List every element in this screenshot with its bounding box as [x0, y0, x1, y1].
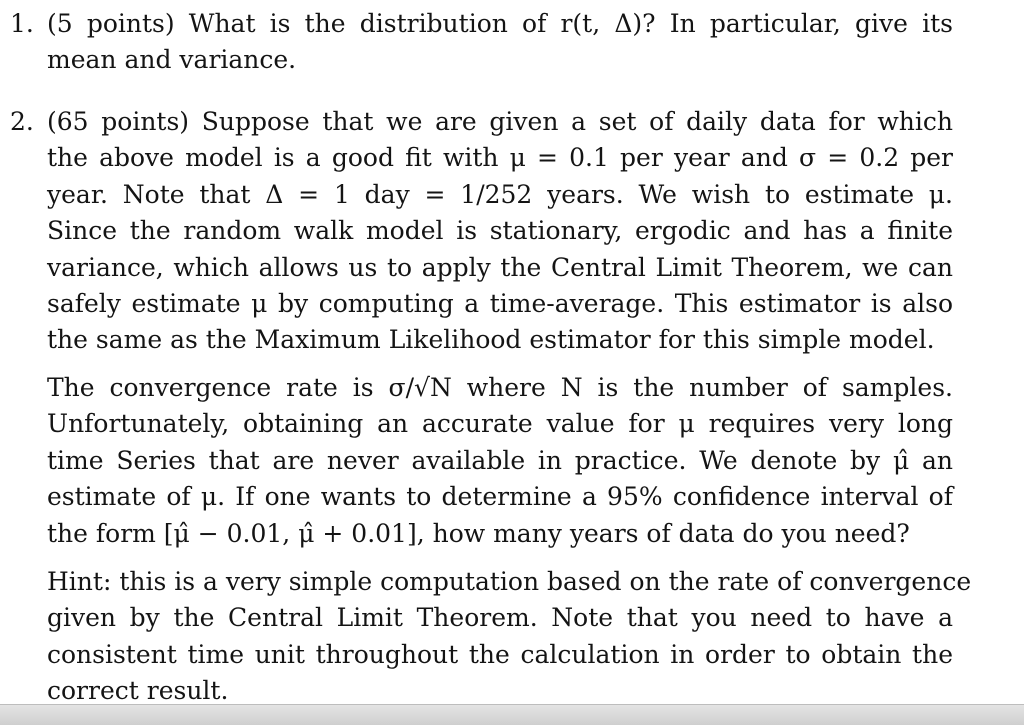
- text-line: given by the Central Limit Theorem. Note that you need to have a: [47, 603, 953, 633]
- question-number: 1.: [10, 9, 34, 38]
- text-line: consistent time unit throughout the calculation in order to obtain the: [47, 639, 953, 669]
- question-1-paragraph-1: [47, 6, 953, 79]
- text-line: safely estimate μ by computing a time-average. This estimator is also: [47, 288, 953, 318]
- text-line: the form [μ̂ − 0.01, μ̂ + 0.01], how many years of data do you need?: [47, 518, 910, 548]
- text-line: correct result.: [47, 676, 229, 704]
- horizontal-scrollbar[interactable]: [0, 704, 1024, 725]
- text-line: (65 points) Suppose that we are given a set of daily data for which: [47, 107, 953, 136]
- text-line: Unfortunately, obtaining an accurate value for μ requires very long: [47, 409, 953, 439]
- text-line: variance, which allows us to apply the Central Limit Theorem, we can: [47, 252, 953, 282]
- question-2-paragraph-1: [47, 104, 953, 359]
- question-2-paragraph-2: [47, 370, 953, 552]
- text-line: estimate of μ. If one wants to determine a 95% confidence interval of: [47, 482, 953, 512]
- question-2-paragraph-3: [47, 564, 972, 704]
- text-line: (5 points) What is the distribution of r(t, Δ)? In particular, give its: [47, 9, 953, 38]
- text-line: the same as the Maximum Likelihood estimator for this simple model.: [47, 325, 935, 355]
- text-line: the above model is a good fit with μ = 0.1 per year and σ = 0.2 per: [47, 143, 953, 173]
- text-line: time Series that are never available in practice. We denote by μ̂ an: [47, 445, 953, 475]
- question-number: 2.: [10, 107, 34, 136]
- text-line: The convergence rate is σ/√N where N is the number of samples.: [47, 373, 953, 402]
- text-line: Hint: this is a very simple computation based on the rate of convergence: [47, 567, 972, 596]
- text-line: Since the random walk model is stationary, ergodic and has a finite: [47, 216, 953, 246]
- text-line: mean and variance.: [47, 45, 297, 75]
- text-line: year. Note that Δ = 1 day = 1/252 years. We wish to estimate μ.: [47, 179, 953, 209]
